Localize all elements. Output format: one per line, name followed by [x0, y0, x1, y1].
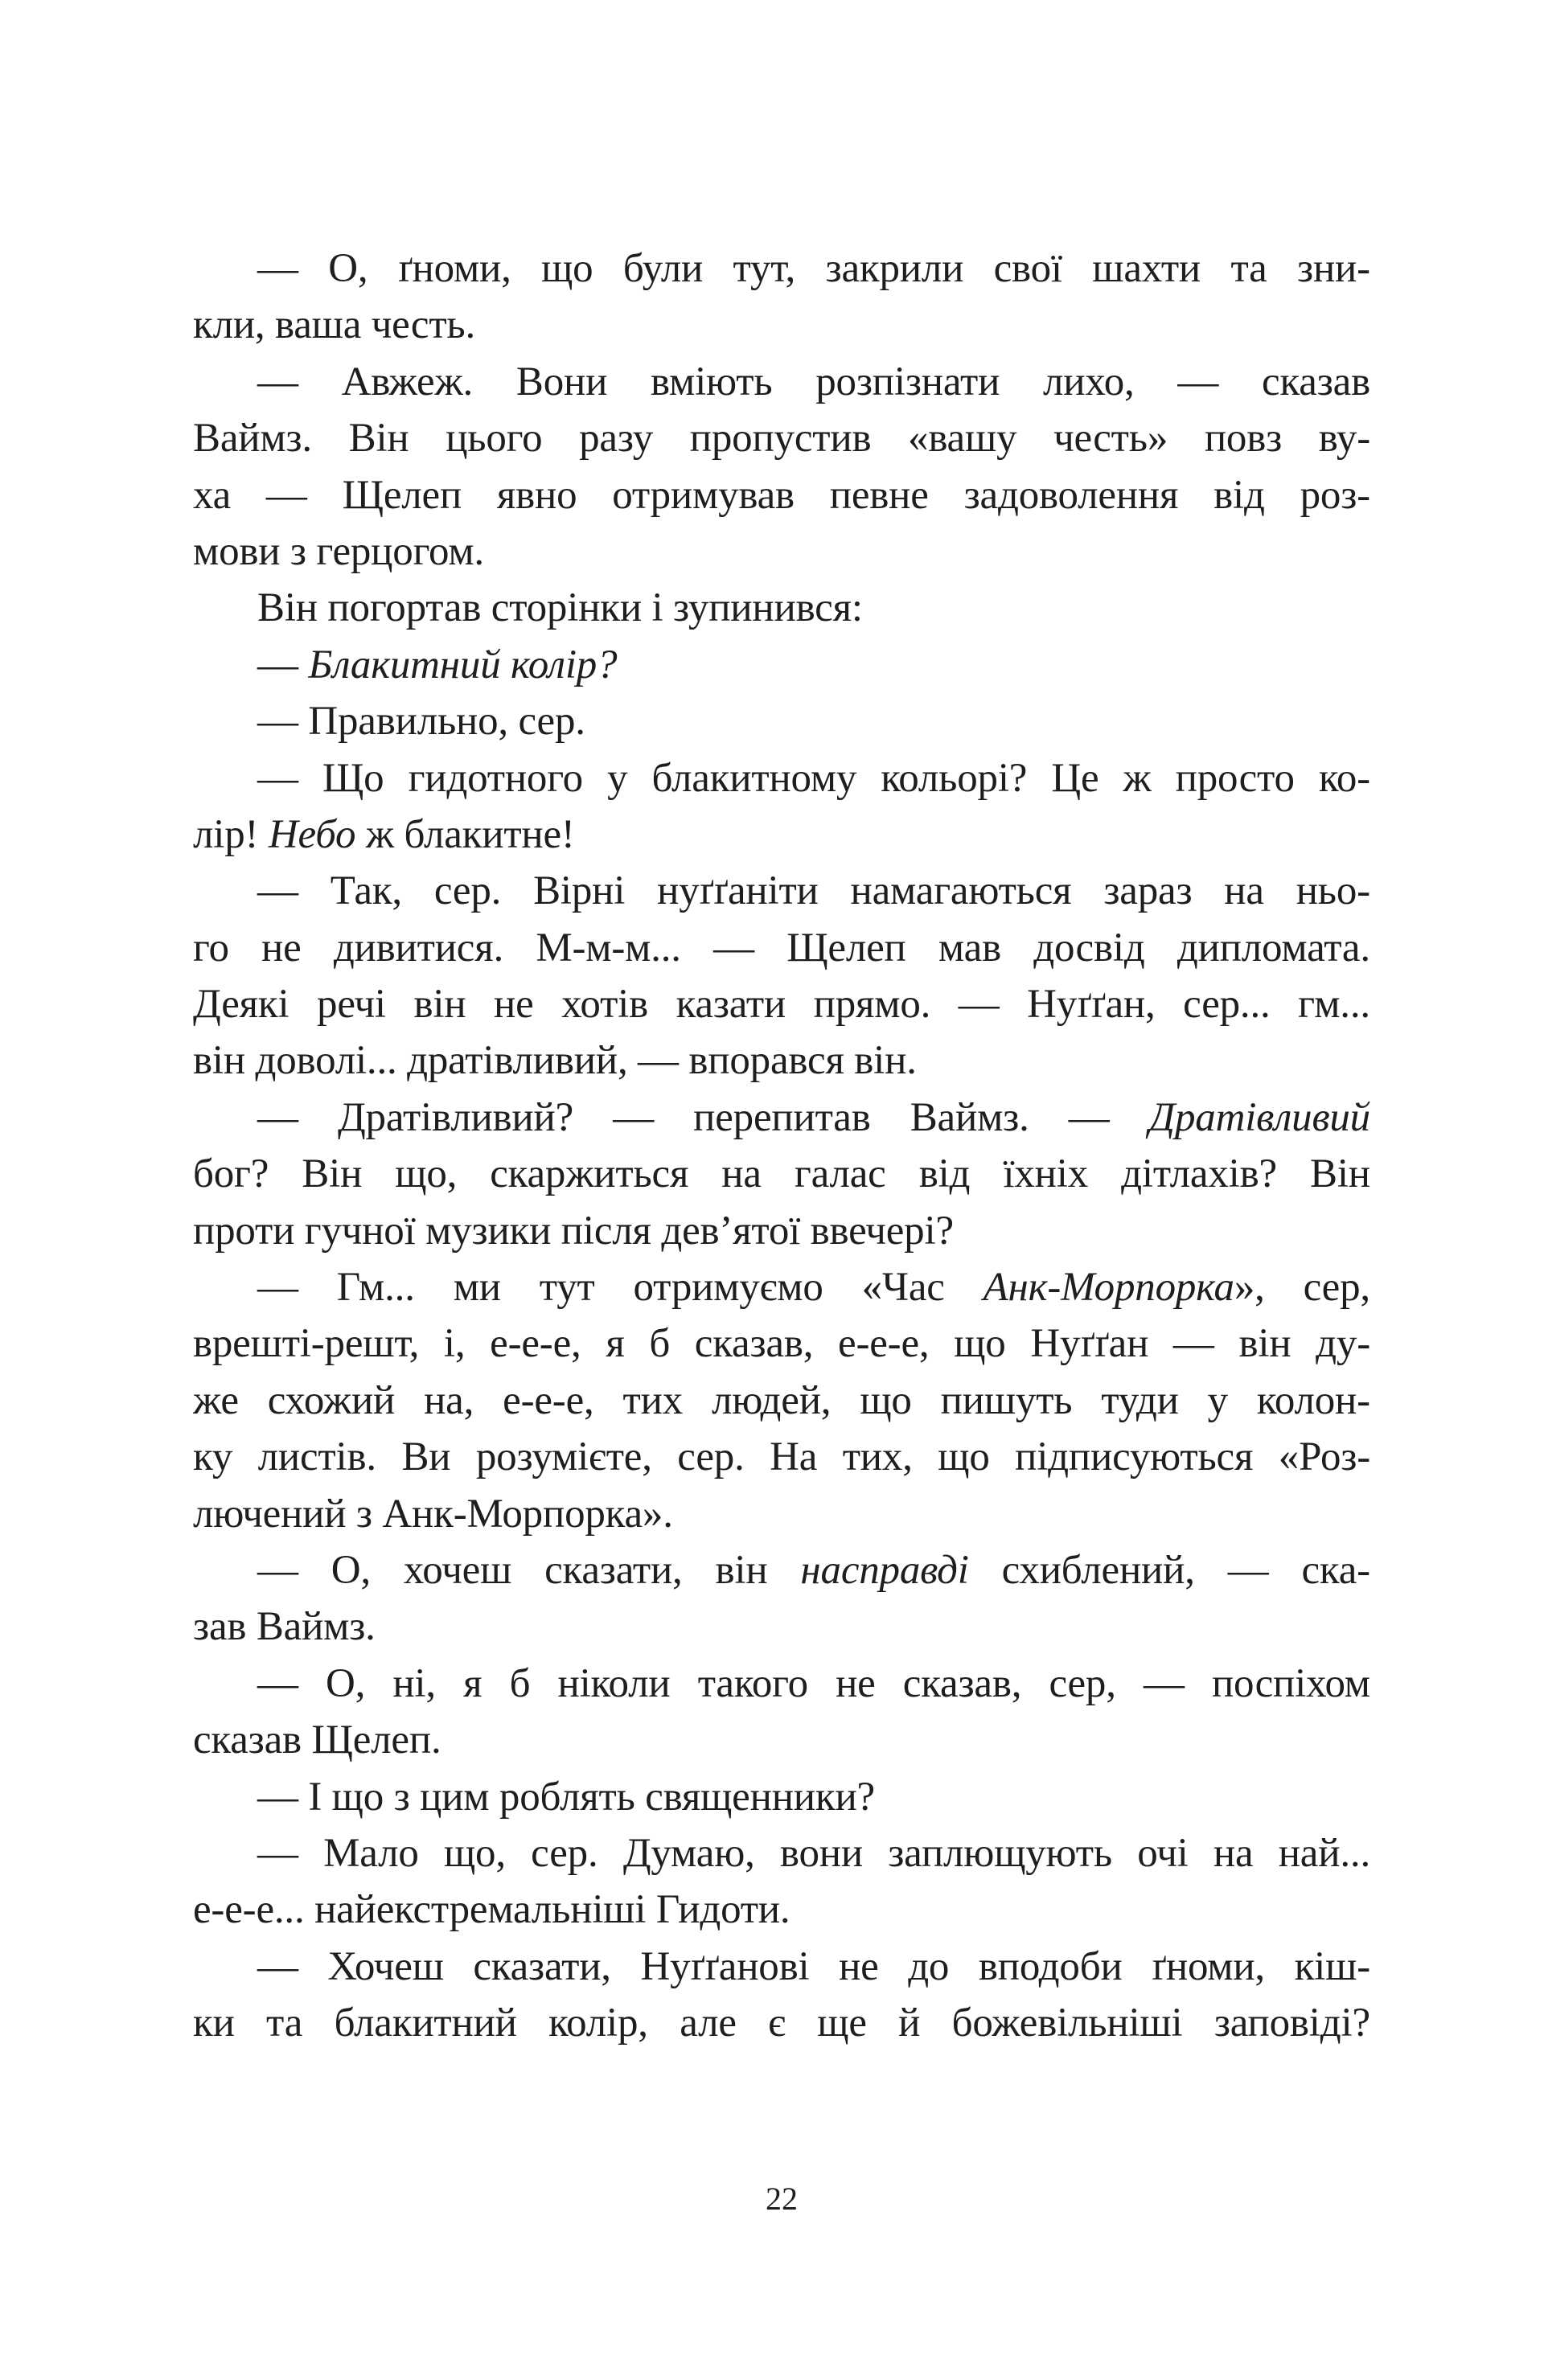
word: гидотного [408, 755, 583, 801]
word: не [493, 982, 534, 1028]
text-segment: проти гучної музики після дев’ятої ввечері? [193, 1208, 954, 1254]
word: цього [446, 416, 543, 462]
word: людей, [711, 1377, 832, 1423]
word: на [721, 1151, 762, 1197]
word: Деякі [193, 982, 290, 1028]
word: «вашу [908, 416, 1017, 462]
word: повз [1204, 416, 1283, 462]
word: досвід [1033, 925, 1145, 970]
word: колон- [1256, 1377, 1370, 1423]
word: Гм... [336, 1265, 415, 1311]
text-line [193, 1656, 1370, 1712]
word: дітлахів? [1121, 1151, 1277, 1197]
word: казати [676, 982, 786, 1028]
word: ду- [1316, 1321, 1370, 1367]
word: схожий [267, 1377, 396, 1423]
word: сер. [433, 868, 502, 914]
word: «Роз- [1278, 1434, 1370, 1480]
word: — [1172, 1321, 1214, 1367]
word: Він [1310, 1151, 1370, 1197]
word: Думаю, [622, 1830, 755, 1876]
word: ска- [1301, 1547, 1370, 1593]
word: тут [539, 1265, 595, 1311]
word: були [622, 246, 704, 291]
word: сер, [1303, 1265, 1370, 1311]
text-line [193, 1486, 1370, 1542]
word: туди [1101, 1377, 1179, 1423]
word: розумієте, [475, 1434, 652, 1480]
word: же [193, 1377, 239, 1423]
word: на [1224, 868, 1264, 914]
text-line [193, 467, 1370, 523]
word: у [607, 755, 628, 801]
word: Вони [515, 359, 608, 404]
word: — [1227, 1547, 1269, 1593]
word: — [958, 982, 1000, 1028]
word: схиблений, [1001, 1547, 1195, 1593]
word: хочеш [403, 1547, 512, 1593]
text-line [193, 1089, 1370, 1146]
word: гм... [1298, 982, 1370, 1028]
word: б [649, 1321, 671, 1367]
word: Дратівливий? [337, 1094, 574, 1140]
text-line [193, 1769, 1370, 1825]
text-line [193, 1315, 1370, 1372]
word: ні, [392, 1660, 436, 1706]
word: сказати, [473, 1943, 611, 1989]
word: що, [395, 1151, 458, 1197]
text-line [193, 693, 1370, 749]
word: сказав, [694, 1321, 814, 1367]
word: речі [317, 982, 386, 1028]
word: я [606, 1321, 625, 1367]
word: сказати, [544, 1547, 683, 1593]
word: ж [1123, 755, 1152, 801]
word: ми [453, 1265, 501, 1311]
word: він [413, 982, 466, 1028]
word: закрили [825, 246, 964, 291]
text-line [193, 354, 1370, 410]
text-segment: зав Ваймз. [193, 1604, 376, 1650]
text-line [193, 240, 1370, 297]
word: ко- [1318, 755, 1370, 801]
word: просто [1175, 755, 1295, 801]
word: — [265, 472, 307, 518]
word: — [613, 1094, 654, 1140]
text-segment: — Правильно, сер. [257, 699, 585, 745]
text-segment: е-е-е... найекстремальніші Гидоти. [193, 1887, 790, 1933]
word: перепитав [693, 1094, 871, 1140]
word: Хочеш [327, 1943, 444, 1989]
word: що, [443, 1830, 506, 1876]
word: вміють [651, 359, 773, 404]
word: що [541, 246, 593, 291]
word: на, [424, 1377, 474, 1423]
word: разу [579, 416, 654, 462]
word: до [908, 1943, 950, 1989]
word: намагаються [850, 868, 1072, 914]
word: го [193, 925, 229, 970]
text-line [193, 297, 1370, 353]
text-line [193, 523, 1370, 580]
word: блакитний [334, 2000, 517, 2046]
word: врешті-решт, [193, 1321, 420, 1367]
word: колір, [548, 2000, 648, 2046]
word: б [509, 1660, 531, 1706]
word: Дратівливий [1148, 1094, 1370, 1140]
word: ву- [1318, 416, 1370, 462]
word: задоволення [963, 472, 1179, 518]
word: отримував [612, 472, 795, 518]
word: Він [348, 416, 409, 462]
word: е-е-е, [503, 1377, 594, 1423]
word: у [1207, 1377, 1228, 1423]
text-segment: Блакитний колір? [308, 642, 618, 687]
word: бог? [193, 1151, 269, 1197]
word: — [1143, 1660, 1185, 1706]
word: підписуються [1015, 1434, 1254, 1480]
word: кіш- [1294, 1943, 1370, 1989]
text-line [193, 1259, 1370, 1315]
word: Вірні [533, 868, 626, 914]
text-block [193, 240, 1370, 2052]
text-segment: — [257, 642, 309, 687]
word: шахти [1092, 246, 1201, 291]
word: що [954, 1321, 1006, 1367]
word: божевільніші [951, 2000, 1183, 2046]
word: ґноми, [1152, 1943, 1265, 1989]
text-segment: сказав Щелеп. [193, 1717, 441, 1763]
word: Мало [323, 1830, 419, 1876]
word: — [257, 868, 298, 914]
word: я [463, 1660, 482, 1706]
word: він [1238, 1321, 1291, 1367]
word: Авжеж. [341, 359, 474, 404]
text-line [193, 1939, 1370, 1995]
word: ньо- [1296, 868, 1370, 914]
word: мав [938, 925, 1001, 970]
word: ха [193, 472, 232, 518]
text-line [193, 976, 1370, 1032]
word: отримуємо [633, 1265, 823, 1311]
word: вони [779, 1830, 863, 1876]
word: тих, [842, 1434, 913, 1480]
word: заплющують [888, 1830, 1112, 1876]
word: — [1177, 359, 1219, 404]
word: насправді [800, 1547, 969, 1593]
word: О, [325, 1660, 366, 1706]
word: — [257, 1660, 298, 1706]
text-line [193, 1712, 1370, 1768]
word: сказав [1262, 359, 1370, 404]
word: на [1213, 1830, 1254, 1876]
word: сер... [1183, 982, 1271, 1028]
word: Щелеп [342, 472, 462, 518]
word: Щелеп [786, 925, 906, 970]
word: Ваймз. [910, 1094, 1029, 1140]
text-segment: Він погортав сторінки і зупинився: [257, 585, 863, 631]
word: розпізнати [815, 359, 1000, 404]
word: і, [443, 1321, 466, 1367]
word: честь» [1053, 416, 1168, 462]
text-line [193, 410, 1370, 466]
word: ки [193, 2000, 235, 2046]
word: — [257, 1094, 298, 1140]
text-line [193, 1825, 1370, 1881]
text-line [193, 1542, 1370, 1598]
text-segment: він доволі... дратівливий, — впорався він. [193, 1038, 917, 1084]
text-line [193, 1032, 1370, 1089]
word: Ви [401, 1434, 451, 1480]
word: дипломата. [1176, 925, 1370, 970]
text-segment: мови з герцогом. [193, 528, 484, 574]
word: свої [993, 246, 1062, 291]
word: листів. [257, 1434, 376, 1480]
word: зни- [1297, 246, 1370, 291]
word: тут, [733, 246, 796, 291]
word: пропустив [689, 416, 872, 462]
text-line [193, 580, 1370, 636]
word: заповіді? [1213, 2000, 1370, 2046]
word: Нуґґанові [640, 1943, 810, 1989]
word: сер, [1049, 1660, 1116, 1706]
text-line [193, 863, 1370, 919]
text-line [193, 1995, 1370, 2051]
word: зараз [1103, 868, 1193, 914]
word: — [713, 925, 754, 970]
text-line [193, 1429, 1370, 1485]
text-segment: лючений з Анк-Морпорка». [193, 1491, 673, 1537]
word: галас [794, 1151, 886, 1197]
word: та [266, 2000, 303, 2046]
word: та [1230, 246, 1267, 291]
word: — [257, 755, 298, 801]
word: не [839, 1943, 879, 1989]
word: він [715, 1547, 768, 1593]
word: — [257, 1943, 298, 1989]
word: але [680, 2000, 737, 2046]
text-line [193, 1203, 1370, 1259]
word: поспіхом [1211, 1660, 1370, 1706]
word: лихо, [1043, 359, 1135, 404]
word: ніколи [557, 1660, 671, 1706]
text-line [193, 1146, 1370, 1202]
word: «Час [861, 1265, 945, 1311]
word: — [257, 1547, 298, 1593]
word: Що [322, 755, 384, 801]
word: не [836, 1660, 876, 1706]
word: такого [697, 1660, 808, 1706]
word: О, [328, 246, 368, 291]
word: — [257, 1830, 298, 1876]
text-line [193, 750, 1370, 806]
word: вподоби [978, 1943, 1123, 1989]
word: що [860, 1377, 912, 1423]
word: М-м-м... [536, 925, 681, 970]
word: не [261, 925, 302, 970]
text-segment: ж блакитне! [355, 811, 575, 857]
word: Так, [330, 868, 402, 914]
word: ґноми, [397, 246, 511, 291]
word: дивитися. [333, 925, 504, 970]
word: най... [1278, 1830, 1370, 1876]
text-line [193, 1373, 1370, 1429]
word: очі [1137, 1830, 1189, 1876]
word: сер. [531, 1830, 598, 1876]
text-segment: — І що з цим роблять священники? [257, 1774, 875, 1820]
word: О, [331, 1547, 371, 1593]
text-line [193, 920, 1370, 976]
text-segment: кли, ваша честь. [193, 302, 476, 348]
word: Ваймз. [193, 416, 312, 462]
word: Це [1051, 755, 1099, 801]
word: ще [817, 2000, 867, 2046]
word: є [768, 2000, 786, 2046]
word: їхніх [1003, 1151, 1089, 1197]
word: певне [829, 472, 929, 518]
word: хотів [561, 982, 649, 1028]
page-number: 22 [766, 2181, 798, 2217]
word: тих [622, 1377, 684, 1423]
text-line [193, 1881, 1370, 1938]
word: — [257, 359, 298, 404]
word: Він [302, 1151, 363, 1197]
word: е-е-е, [490, 1321, 581, 1367]
word: блакитному [651, 755, 857, 801]
text-segment: лір! [193, 811, 269, 857]
text-line [193, 637, 1370, 693]
word: скаржиться [490, 1151, 689, 1197]
word: роз- [1300, 472, 1370, 518]
word: — [257, 246, 298, 291]
word: Нуґґан, [1027, 982, 1156, 1028]
word: прямо. [813, 982, 931, 1028]
word: — [257, 1265, 298, 1311]
word: сказав, [902, 1660, 1022, 1706]
word: нуґґаніти [657, 868, 819, 914]
word: сер. [677, 1434, 745, 1480]
text-line [193, 806, 1370, 863]
word: що [938, 1434, 990, 1480]
word: Анк-Морпорка», [983, 1265, 1265, 1311]
word: пишуть [940, 1377, 1073, 1423]
word: На [770, 1434, 818, 1480]
word: кольорі? [881, 755, 1028, 801]
word: е-е-е, [838, 1321, 930, 1367]
text-segment: Небо [268, 811, 356, 857]
word: ку [193, 1434, 233, 1480]
text-line [193, 1598, 1370, 1655]
word: — [1068, 1094, 1110, 1140]
word: від [1213, 472, 1265, 518]
word: від [918, 1151, 971, 1197]
word: Нуґґан [1030, 1321, 1149, 1367]
word: й [898, 2000, 921, 2046]
word: явно [496, 472, 577, 518]
